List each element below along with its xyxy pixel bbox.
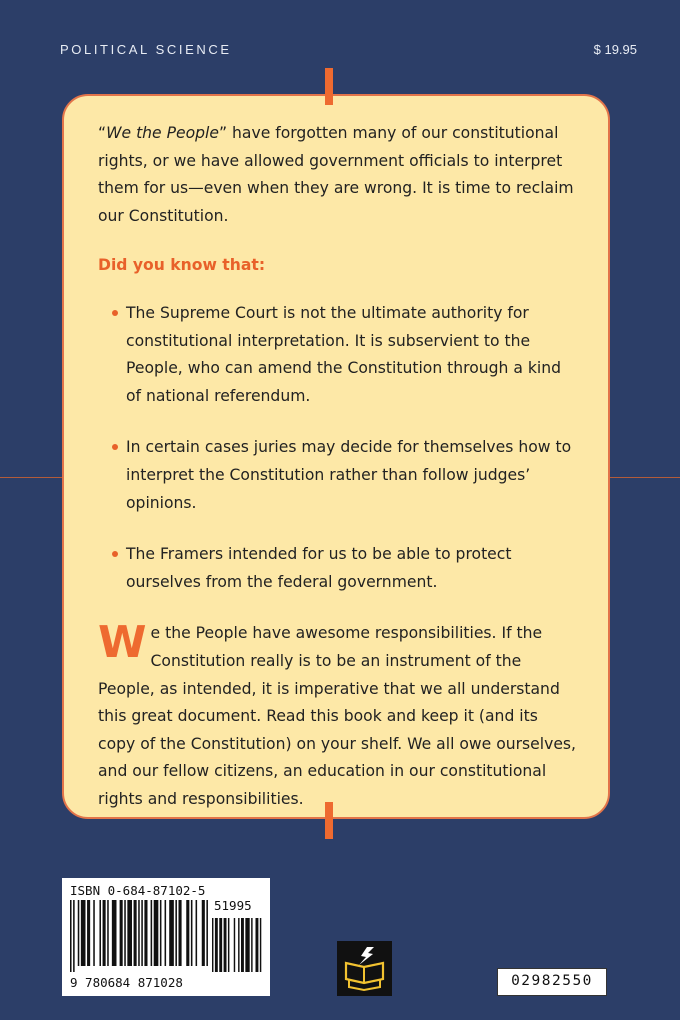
drop-cap: W [98,617,147,669]
description-text [98,120,578,813]
category-label: POLITICAL SCIENCE [60,42,232,57]
intro-paragraph [98,120,578,230]
isbn-barcode [62,878,270,996]
did-you-know-heading: Did you know that: [98,256,266,275]
ean-barcode-bars [70,900,208,972]
list-item [98,300,578,410]
price-barcode-bars [212,918,262,972]
inventory-code [497,968,607,996]
close-quote: ” [218,124,228,142]
decorative-rule-left [0,477,62,478]
ean-number: 9 780684 871028 [70,975,183,990]
title-italic: We the People [106,124,219,142]
fact-list [98,300,578,596]
decorative-tick-top [325,68,333,105]
bullet-icon [112,444,118,450]
list-item-text: The Framers intended for us to be able to protect ourselves from the federal government. [126,545,512,591]
price-code-label: 51995 [214,898,252,913]
intro-text: have forgotten many of our constitutional rights, or we have allowed government officials to interpret them for us—even when they are wrong. It is time to reclaim our Constitution. [98,124,574,225]
list-item [98,434,578,517]
open-quote: “ [98,124,107,142]
inventory-code-text: 02982550 [511,973,593,989]
list-item [98,541,578,596]
isbn-label: ISBN 0-684-87102-5 [70,883,206,898]
bullet-icon [112,551,118,557]
book-with-lightning-icon [337,941,392,996]
closing-text: e the People have awesome responsibilities. If the Constitution really is to be an instrument of the People, as intended, it is imperative that we all understand this great document. Read this book and keep it (and its copy of the Constitution) on your shelf. We all owe ourselves, and our fellow citizens, an education in our constitutional rights and responsibilities. [98,624,576,808]
closing-paragraph [98,617,578,813]
bullet-icon [112,310,118,316]
list-item-text: The Supreme Court is not the ultimate authority for constitutional interpretation. It is subservient to the People, who can amend the Constitution through a kind of national referendum. [126,303,562,405]
decorative-rule-right [610,477,680,478]
list-item-text: In certain cases juries may decide for themselves how to interpret the Constitution rather than follow judges’ opinions. [126,438,572,512]
price-label: $ 19.95 [593,42,637,57]
